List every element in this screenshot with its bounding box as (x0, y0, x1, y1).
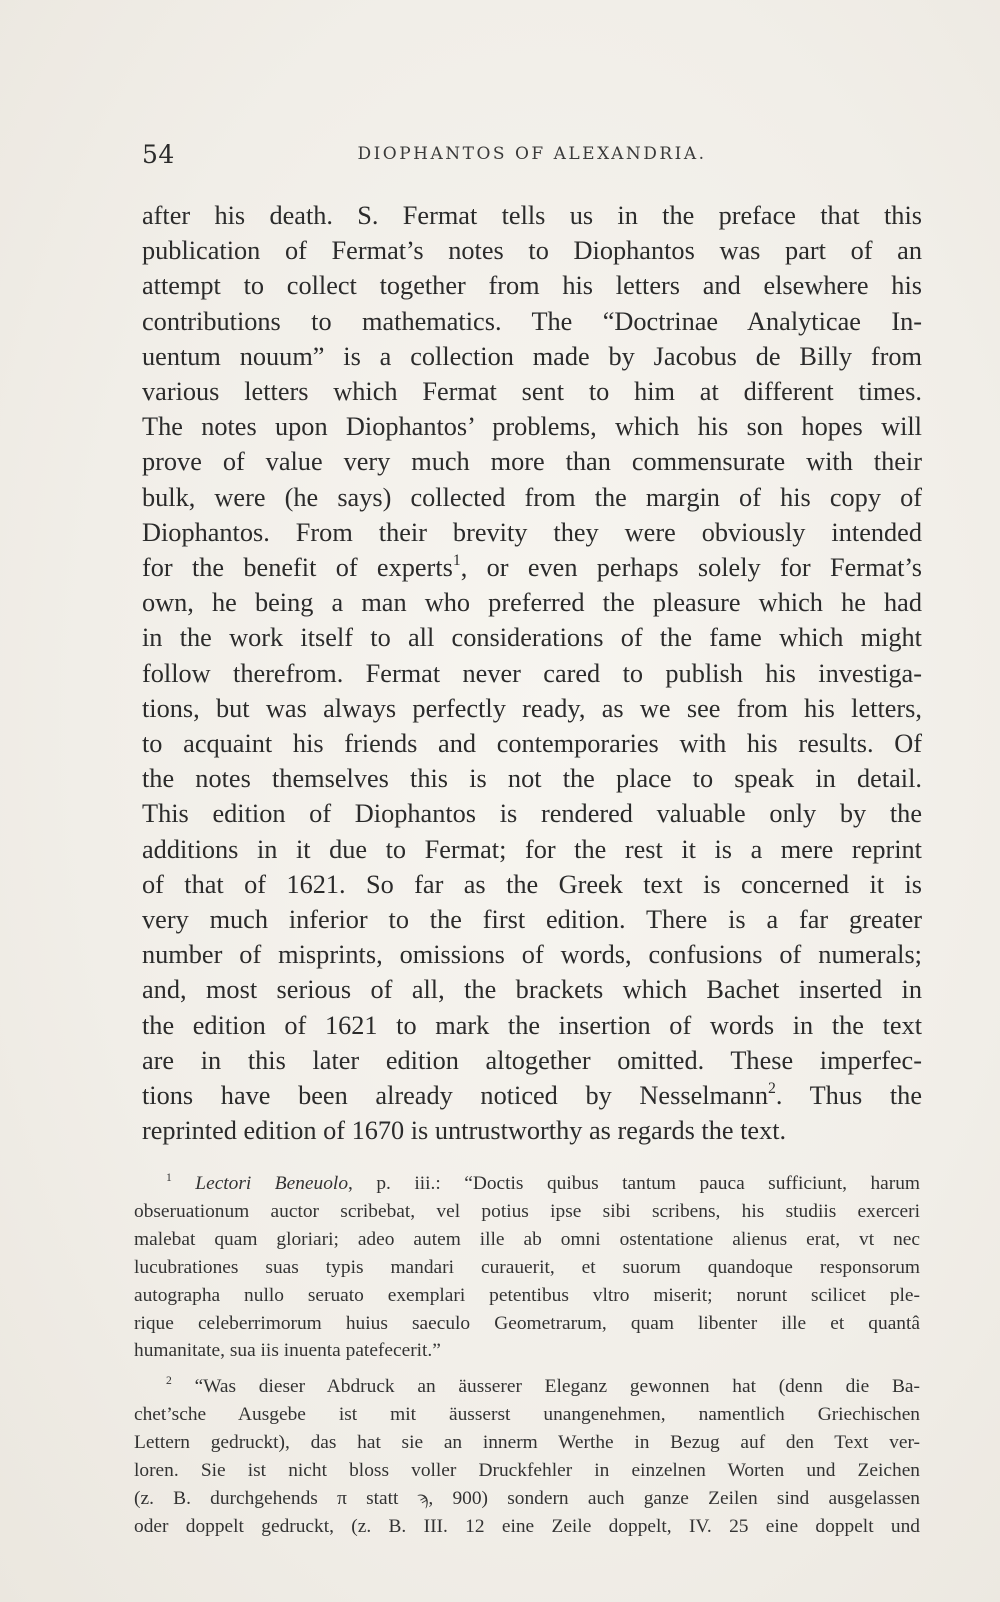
text-line: and, most serious of all, the brackets which Bachet inserted in (142, 975, 922, 1005)
footnote-marker: 1 (166, 1170, 172, 1184)
footnote-marker: 2 (166, 1373, 172, 1387)
text-fragment: for the benefit of experts (142, 553, 453, 583)
footnote-line: oder doppelt gedruckt, (z. B. III. 12 eine Zeile doppelt, IV. 25 eine doppelt und (134, 1515, 920, 1537)
text-fragment: . Thus the (775, 1081, 922, 1111)
running-head: DIOPHANTOS OF ALEXANDRIA. (357, 144, 707, 164)
page-number: 54 (142, 140, 175, 169)
footnote-line: (z. B. durchgehends π statt ϡ, 900) sondern auch ganze Zeilen sind ausgelassen (134, 1487, 920, 1509)
text-line: are in this later edition altogether omitted. These imperfec- (142, 1045, 922, 1075)
footnote-line: obseruationum auctor scribebat, vel potius ipse sibi scribens, his studiis exerceri (134, 1200, 920, 1222)
footnote-line: malebat quam gloriari; adeo autem ille ab omni ostentatione alienus erat, vt nec (134, 1228, 920, 1250)
text-line: in the work itself to all considerations of the fame which might (142, 623, 922, 653)
text-line: contributions to mathematics. The “Doctrinae Analyticae In- (142, 306, 922, 336)
footnote-1 (134, 1170, 920, 1365)
text-line-with-footnote-1 (142, 550, 922, 585)
footnote-line (134, 1170, 920, 1198)
footnote-line: lucubrationes suas typis mandari curauerit, et suorum quandoque responsorum (134, 1256, 920, 1278)
text-line: reprinted edition of 1670 is untrustworthy as regards the text. (142, 1116, 787, 1146)
footnote-line: Lettern gedruckt), das hat sie an innerm Werthe in Bezug auf den Text ver- (134, 1432, 920, 1454)
footnote-line: chet’sche Ausgebe ist mit äusserst unangenehmen, namentlich Griechischen (134, 1404, 920, 1426)
footnote-text: “Was dieser Abdruck an äusserer Eleganz gewonnen hat (denn die Ba- (194, 1376, 920, 1398)
text-line: follow therefrom. Fermat never cared to publish his investiga- (142, 658, 922, 688)
text-line: various letters which Fermat sent to him at different times. (142, 377, 922, 407)
text-line: tions, but was always perfectly ready, as we see from his letters, (142, 693, 922, 723)
text-line: own, he being a man who preferred the pleasure which he had (142, 588, 922, 618)
text-line: the notes themselves this is not the place to speak in detail. (142, 764, 922, 794)
text-line: publication of Fermat’s notes to Diophantos was part of an (142, 236, 922, 266)
footnote-line: rique celeberrimorum huius saeculo Geometrarum, quam libenter ille et quantâ (134, 1312, 920, 1334)
text-line: very much inferior to the first edition. There is a far greater (142, 905, 922, 935)
text-line: The notes upon Diophantos’ problems, which his son hopes will (142, 412, 922, 442)
text-line: number of misprints, omissions of words, confusions of numerals; (142, 940, 922, 970)
page-header (142, 140, 922, 180)
footnotes (134, 1170, 920, 1541)
text-line: prove of value very much more than commensurate with their (142, 447, 922, 477)
text-line: This edition of Diophantos is rendered valuable only by the (142, 799, 922, 829)
footnote-text: , p. iii.: “Doctis quibus tantum pauca sufficiunt, harum (348, 1173, 920, 1194)
footnote-line: humanitate, sua iis inuenta patefecerit.” (134, 1340, 441, 1362)
text-line: bulk, were (he says) collected from the margin of his copy of (142, 482, 922, 512)
text-fragment: tions have been already noticed by Nesselmann (142, 1081, 768, 1111)
footnote-line: loren. Sie ist nicht bloss voller Druckfehler in einzelnen Worten und Zeichen (134, 1460, 920, 1482)
footnote-line: autographa nullo seruato exemplari petentibus vltro miserit; norunt scilicet ple- (134, 1284, 920, 1306)
footnote-2 (134, 1373, 920, 1540)
text-line: uentum nouum” is a collection made by Jacobus de Billy from (142, 341, 922, 371)
main-text (142, 198, 922, 1148)
text-line: to acquaint his friends and contemporaries with his results. Of (142, 729, 922, 759)
text-line: the edition of 1621 to mark the insertion of words in the text (142, 1010, 922, 1040)
footnote-ref-1[interactable]: 1 (452, 552, 461, 570)
footnote-line (134, 1373, 920, 1401)
text-fragment: , or even perhaps solely for Fermat’s (460, 553, 922, 583)
footnote-spacer (134, 1365, 920, 1373)
text-line: of that of 1621. So far as the Greek text is concerned it is (142, 869, 922, 899)
footnote-ref-2[interactable]: 2 (767, 1080, 776, 1098)
text-line: after his death. S. Fermat tells us in the preface that this (142, 201, 922, 230)
text-line: attempt to collect together from his letters and elsewhere his (142, 271, 922, 301)
text-line-with-footnote-2 (142, 1078, 922, 1113)
text-line: additions in it due to Fermat; for the rest it is a mere reprint (142, 834, 922, 864)
text-line: Diophantos. From their brevity they were obviously intended (142, 517, 922, 547)
footnote-source: Lectori Beneuolo (195, 1173, 349, 1194)
